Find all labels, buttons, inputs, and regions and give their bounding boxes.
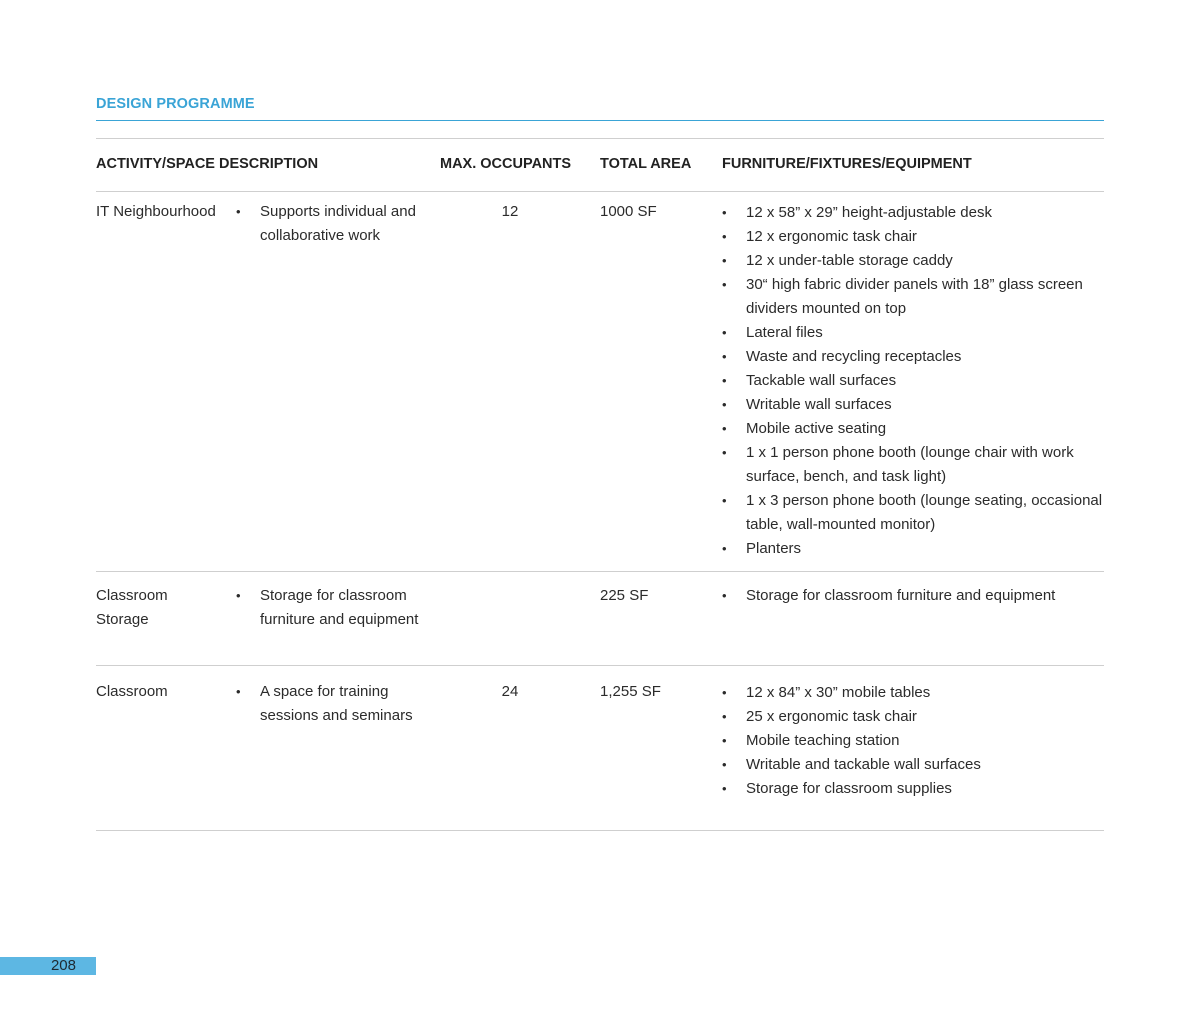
section-title: DESIGN PROGRAMME bbox=[96, 96, 255, 112]
table-bottom-rule bbox=[96, 830, 1104, 831]
page-number-tab bbox=[0, 957, 96, 975]
bullet-icon: • bbox=[722, 349, 727, 364]
total-area: 225 SF bbox=[600, 587, 649, 604]
furniture-item: 1 x 3 person phone booth (lounge seating, occasional table, wall-mounted monitor) bbox=[746, 492, 1103, 533]
bullet-icon: • bbox=[722, 757, 727, 772]
bullet-icon: • bbox=[722, 588, 727, 603]
furniture-item: 30“ high fabric divider panels with 18” glass screen dividers mounted on top bbox=[746, 276, 1083, 317]
bullet-icon: • bbox=[722, 253, 727, 268]
list-item bbox=[722, 729, 1104, 753]
furniture-item: Planters bbox=[746, 540, 802, 557]
list-item bbox=[722, 345, 1104, 369]
furniture-item: Lateral files bbox=[746, 324, 823, 341]
bullet-icon: • bbox=[722, 373, 727, 388]
furniture-item: Waste and recycling receptacles bbox=[746, 348, 962, 365]
furniture-list bbox=[722, 201, 1104, 561]
furniture-list bbox=[722, 681, 1104, 801]
furniture-item: 1 x 1 person phone booth (lounge chair with work surface, bench, and task light) bbox=[746, 444, 1074, 485]
bullet-icon: • bbox=[722, 325, 727, 340]
list-item bbox=[722, 584, 1104, 608]
bullet-icon: • bbox=[722, 445, 727, 460]
list-item bbox=[722, 537, 1104, 561]
description-bullet: • bbox=[236, 204, 241, 219]
list-item bbox=[722, 417, 1104, 441]
furniture-item: Mobile active seating bbox=[746, 420, 887, 437]
bullet-icon: • bbox=[722, 493, 727, 508]
table-top-rule bbox=[96, 138, 1104, 139]
bullet-icon: • bbox=[722, 733, 727, 748]
table-header-furniture: FURNITURE/FIXTURES/EQUIPMENT bbox=[722, 156, 972, 172]
title-underline bbox=[96, 120, 1104, 121]
table-header-activity: ACTIVITY/SPACE DESCRIPTION bbox=[96, 156, 319, 172]
bullet-icon: • bbox=[722, 277, 727, 292]
activity-description: A space for training sessions and seminars bbox=[260, 683, 413, 724]
furniture-item: Mobile teaching station bbox=[746, 732, 900, 749]
max-occupants: 12 bbox=[501, 203, 519, 220]
description-bullet: • bbox=[236, 684, 241, 699]
list-item bbox=[722, 393, 1104, 417]
furniture-item: 25 x ergonomic task chair bbox=[746, 708, 917, 725]
furniture-item: 12 x 84” x 30” mobile tables bbox=[746, 684, 931, 701]
list-item bbox=[722, 369, 1104, 393]
furniture-item: Writable and tackable wall surfaces bbox=[746, 756, 981, 773]
activity-name: Classroom Storage bbox=[96, 587, 168, 628]
table-header-area: TOTAL AREA bbox=[600, 156, 692, 172]
furniture-list bbox=[722, 584, 1104, 608]
total-area: 1,255 SF bbox=[600, 683, 661, 700]
furniture-item: Tackable wall surfaces bbox=[746, 372, 897, 389]
furniture-item: 12 x 58” x 29” height-adjustable desk bbox=[746, 204, 992, 221]
activity-name: IT Neighbourhood bbox=[96, 203, 216, 220]
bullet-icon: • bbox=[722, 397, 727, 412]
page-number: 208 bbox=[50, 957, 76, 974]
max-occupants: 24 bbox=[501, 683, 519, 700]
bullet-icon: • bbox=[722, 685, 727, 700]
bullet-icon: • bbox=[722, 421, 727, 436]
bullet-icon: • bbox=[722, 781, 727, 796]
bullet-icon: • bbox=[722, 205, 727, 220]
furniture-item: 12 x ergonomic task chair bbox=[746, 228, 917, 245]
list-item bbox=[722, 753, 1104, 777]
list-item bbox=[722, 489, 1104, 537]
bullet-icon: • bbox=[722, 709, 727, 724]
row-divider bbox=[96, 665, 1104, 666]
furniture-item: Storage for classroom supplies bbox=[746, 780, 952, 797]
bullet-icon: • bbox=[722, 229, 727, 244]
furniture-item: 12 x under-table storage caddy bbox=[746, 252, 953, 269]
furniture-item: Writable wall surfaces bbox=[746, 396, 892, 413]
description-bullet: • bbox=[236, 588, 241, 603]
list-item bbox=[722, 681, 1104, 705]
header-bottom-rule bbox=[96, 191, 1104, 192]
activity-description: Supports individual and collaborative work bbox=[260, 203, 416, 244]
list-item bbox=[722, 201, 1104, 225]
activity-name: Classroom bbox=[96, 683, 168, 700]
bullet-icon: • bbox=[722, 541, 727, 556]
furniture-item: Storage for classroom furniture and equipment bbox=[746, 587, 1056, 604]
list-item bbox=[722, 321, 1104, 345]
row-divider bbox=[96, 571, 1104, 572]
list-item bbox=[722, 273, 1104, 321]
list-item bbox=[722, 225, 1104, 249]
total-area: 1000 SF bbox=[600, 203, 657, 220]
list-item bbox=[722, 777, 1104, 801]
activity-description: Storage for classroom furniture and equipment bbox=[260, 587, 419, 628]
list-item bbox=[722, 441, 1104, 489]
table-header-occupants: MAX. OCCUPANTS bbox=[440, 156, 572, 172]
list-item bbox=[722, 249, 1104, 273]
list-item bbox=[722, 705, 1104, 729]
